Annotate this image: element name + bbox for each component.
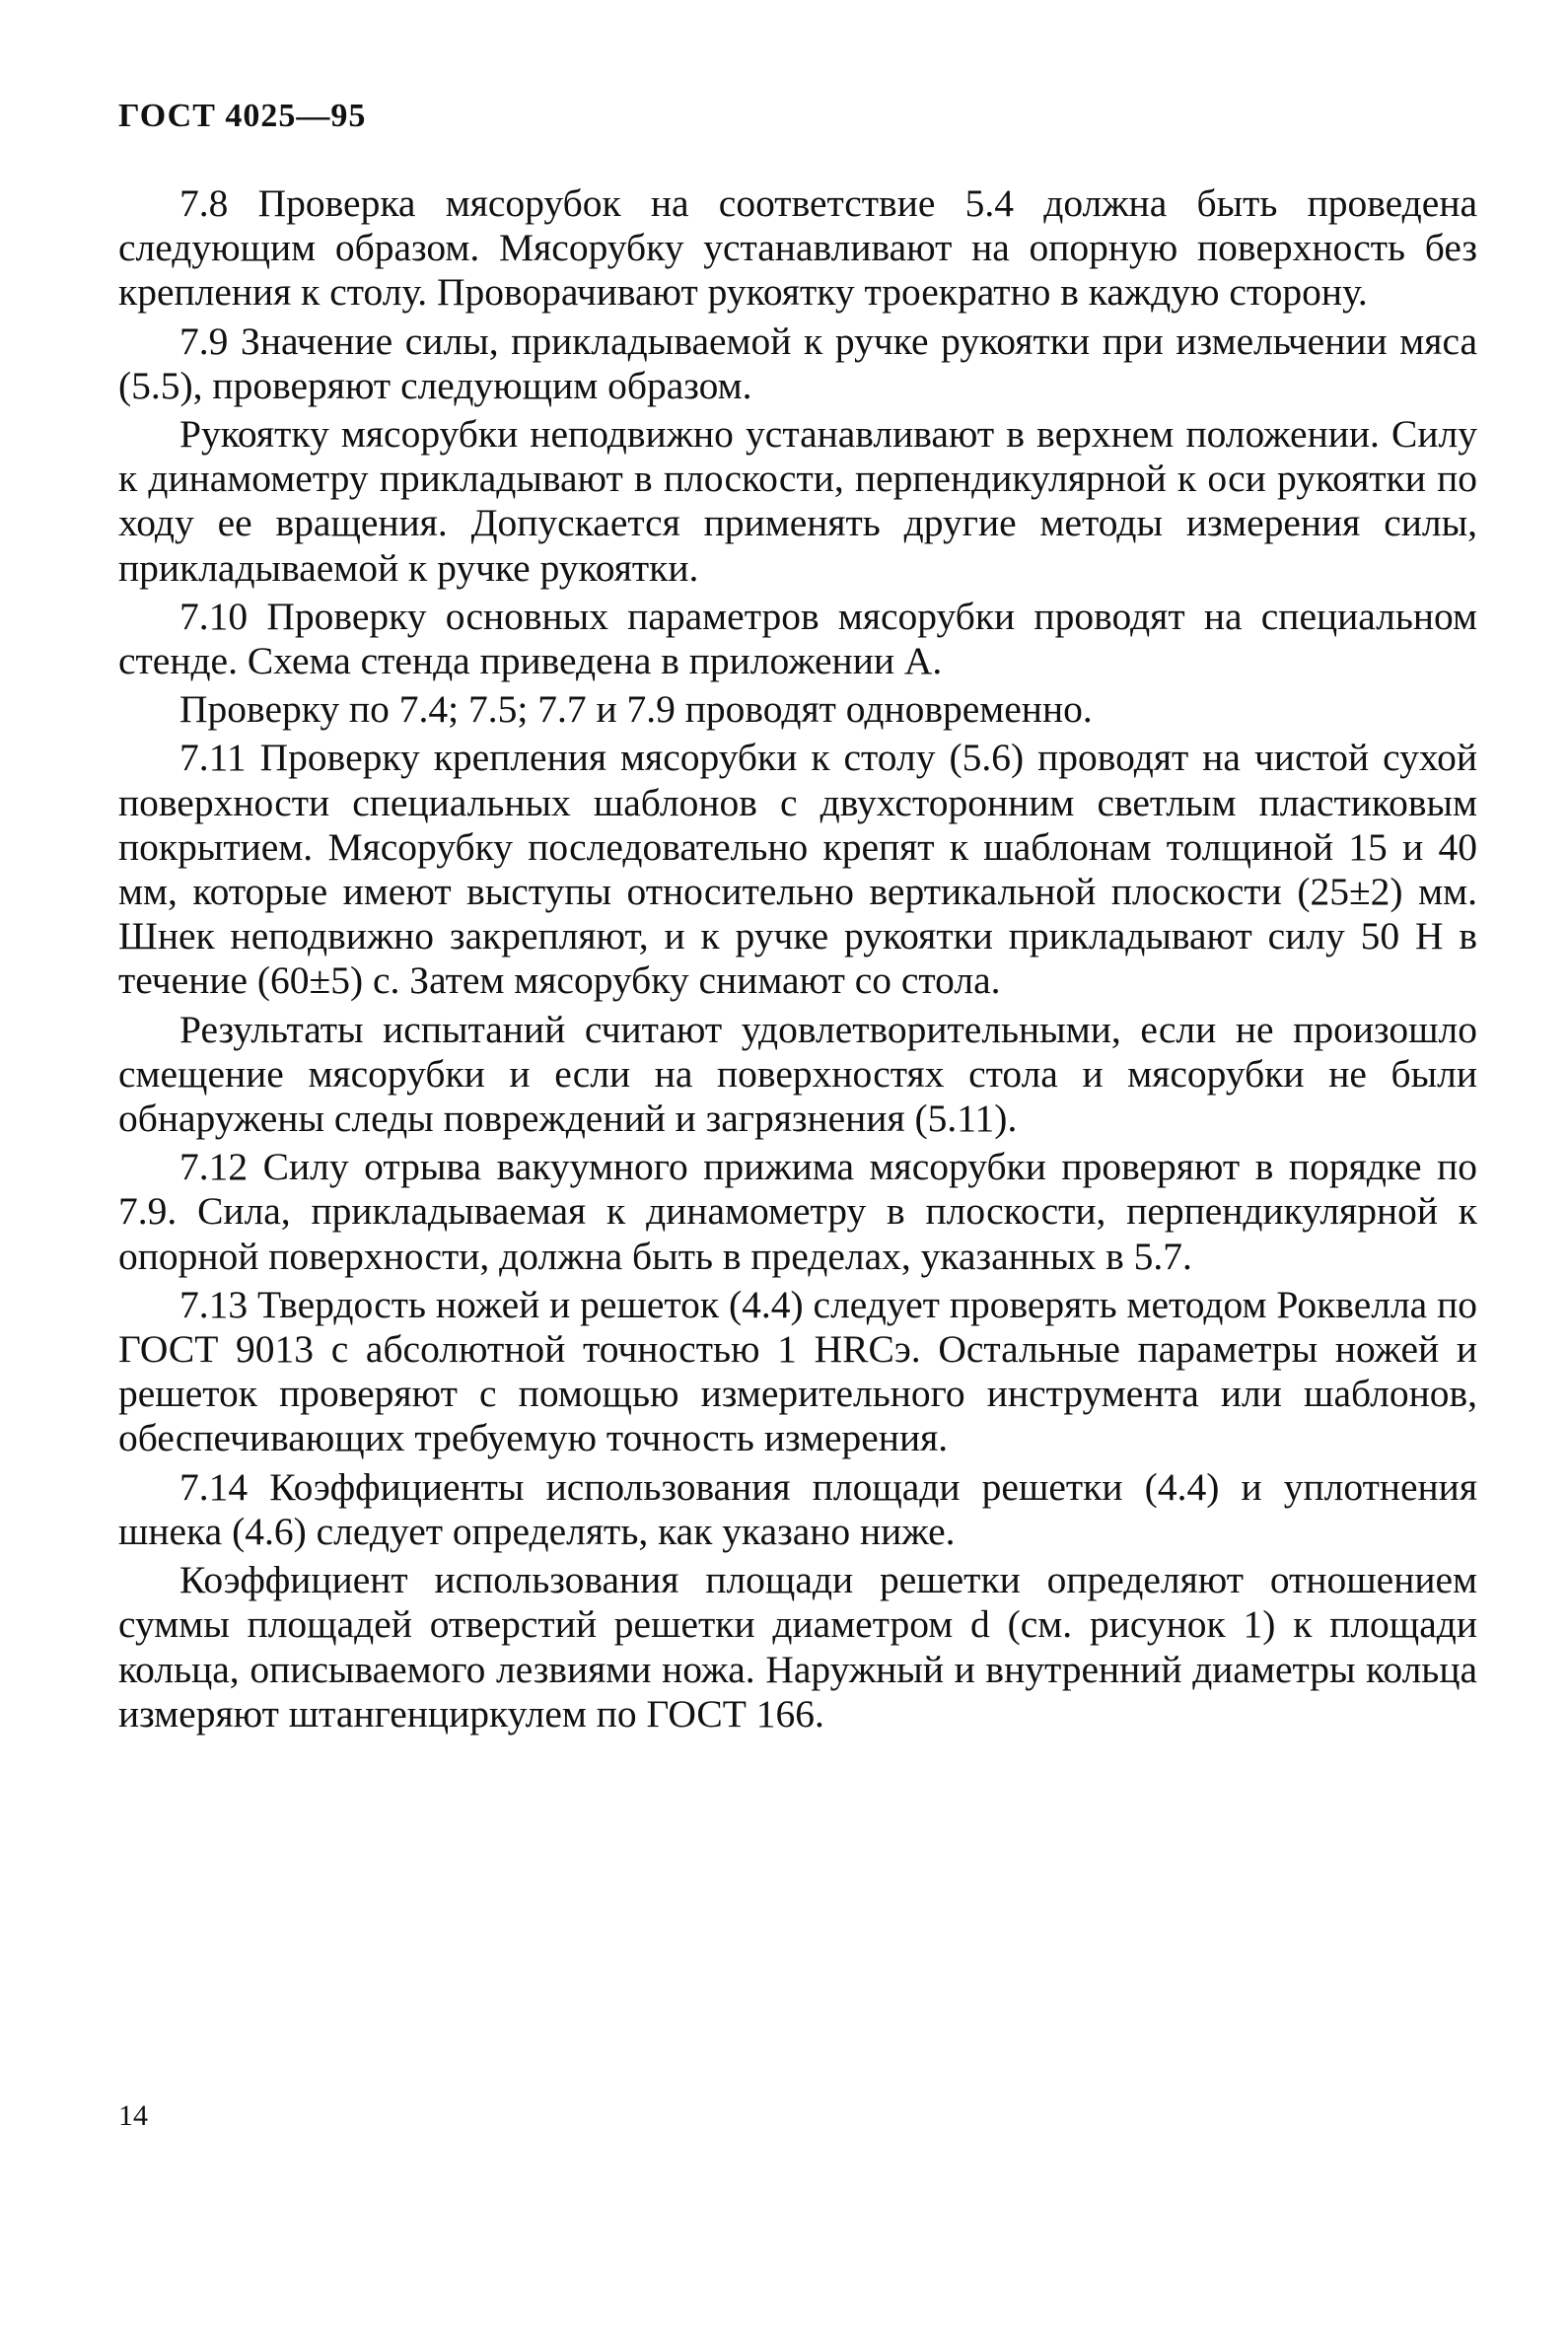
paragraph-7-12: 7.12 Силу отрыва вакуумного прижима мясорубки проверяют в порядке по 7.9. Сила, прикладываемая к динамометру в плоскости, перпендикулярной к опорной поверхности, должна быть в пределах, указанных в 5.7. bbox=[118, 1145, 1477, 1278]
paragraph-results: Результаты испытаний считают удовлетворительными, если не произошло смещение мясорубки и если на поверхностях стола и мясорубки не были обнаружены следы повреждений и загрязнения (5.11). bbox=[118, 1007, 1477, 1141]
paragraph-7-13: 7.13 Твердость ножей и решеток (4.4) следует проверять методом Роквелла по ГОСТ 9013 с абсолютной точностью 1 HRCэ. Остальные параметры ножей и решеток проверяют с помощью измерительного инструмента или шаблонов, обеспечивающих требуемую точность измерения. bbox=[118, 1282, 1477, 1460]
paragraph-handle: Рукоятку мясорубки неподвижно устанавливают в верхнем положении. Силу к динамометру прикладывают в плоскости, перпендикулярной к оси рукоятки по ходу ее вращения. Допускается применять другие методы измерения силы, прикладываемой к ручке рукоятки. bbox=[118, 412, 1477, 590]
paragraph-7-14: 7.14 Коэффициенты использования площади решетки (4.4) и уплотнения шнека (4.6) следует определять, как указано ниже. bbox=[118, 1464, 1477, 1553]
paragraph-7-11: 7.11 Проверку крепления мясорубки к столу (5.6) проводят на чистой сухой поверхности специальных шаблонов с двухсторонним светлым пластиковым покрытием. Мясорубку последовательно крепят к шаблонам толщиной 15 и 40 мм, которые имеют выступы относительно вертикальной плоскости (25±2) мм. Шнек неподвижно закрепляют, и к ручке рукоятки прикладывают силу 50 Н в течение (60±5) с. Затем мясорубку снимают со стола. bbox=[118, 736, 1477, 1003]
document-header: ГОСТ 4025—95 bbox=[118, 98, 367, 134]
document-body bbox=[118, 181, 1477, 1736]
paragraph-7-8: 7.8 Проверка мясорубок на соответствие 5.4 должна быть проведена следующим образом. Мясорубку устанавливают на опорную поверхность без крепления к столу. Проворачивают рукоятку троекратно в каждую сторону. bbox=[118, 181, 1477, 315]
paragraph-7-10: 7.10 Проверку основных параметров мясорубки проводят на специальном стенде. Схема стенда приведена в приложении А. bbox=[118, 594, 1477, 683]
page-number: 14 bbox=[118, 2099, 148, 2132]
paragraph-coefficient: Коэффициент использования площади решетки определяют отношением суммы площадей отверстий решетки диаметром d (см. рисунок 1) к площади кольца, описываемого лезвиями ножа. Наружный и внутренний диаметры кольца измеряют штангенциркулем по ГОСТ 166. bbox=[118, 1558, 1477, 1736]
paragraph-simultaneous: Проверку по 7.4; 7.5; 7.7 и 7.9 проводят одновременно. bbox=[179, 687, 1093, 732]
paragraph-7-9: 7.9 Значение силы, прикладываемой к ручке рукоятки при измельчении мяса (5.5), проверяют следующим образом. bbox=[118, 319, 1477, 407]
